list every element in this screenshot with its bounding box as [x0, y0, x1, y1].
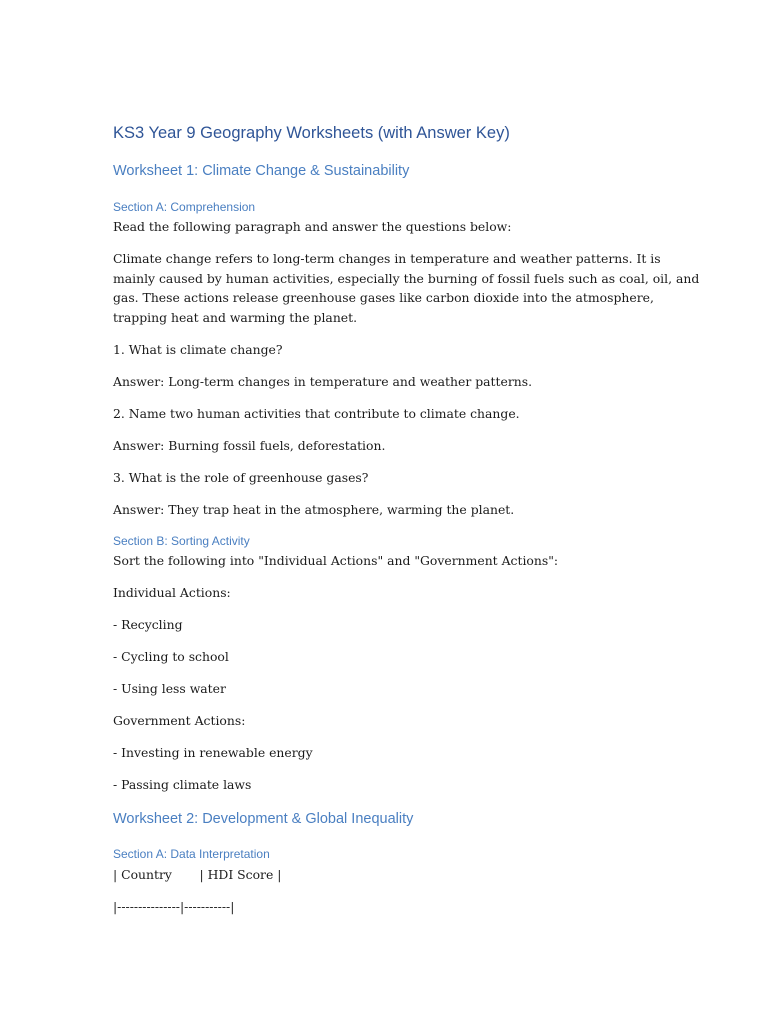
- worksheet-2-heading: Worksheet 2: Development & Global Inequality: [113, 811, 414, 827]
- paragraph-line: gas. These actions release greenhouse gases like carbon dioxide into the atmosphere,: [113, 290, 654, 305]
- ws1-section-b-instruction: Sort the following into "Individual Actions" and "Government Actions":: [113, 553, 559, 568]
- list-item: - Cycling to school: [113, 649, 229, 664]
- individual-actions-label: Individual Actions:: [113, 585, 231, 600]
- answer-3: Answer: They trap heat in the atmosphere, warming the planet.: [113, 502, 515, 517]
- question-2: 2. Name two human activities that contribute to climate change.: [113, 406, 520, 421]
- ws1-section-a-heading: Section A: Comprehension: [113, 200, 256, 214]
- answer-2: Answer: Burning fossil fuels, deforestation.: [113, 438, 386, 453]
- ws2-section-a-heading: Section A: Data Interpretation: [113, 847, 270, 861]
- climate-change-paragraph: [113, 249, 700, 327]
- document-title: KS3 Year 9 Geography Worksheets (with Answer Key): [113, 124, 510, 142]
- list-item: - Investing in renewable energy: [113, 745, 313, 760]
- worksheet-1-heading: Worksheet 1: Climate Change & Sustainability: [113, 163, 410, 179]
- government-actions-label: Government Actions:: [113, 713, 246, 728]
- question-3: 3. What is the role of greenhouse gases?: [113, 470, 369, 485]
- ws1-section-a-instruction: Read the following paragraph and answer the questions below:: [113, 219, 512, 234]
- answer-1: Answer: Long-term changes in temperature and weather patterns.: [113, 374, 533, 389]
- paragraph-line: trapping heat and warming the planet.: [113, 309, 358, 325]
- list-item: - Passing climate laws: [113, 777, 252, 792]
- paragraph-line: Climate change refers to long-term changes in temperature and weather patterns. It is: [113, 251, 661, 266]
- table-separator-row: |---------------|-----------|: [113, 899, 235, 914]
- table-header-row: | Country | HDI Score |: [113, 867, 282, 882]
- paragraph-line: mainly caused by human activities, especially the burning of fossil fuels such as coal, oil, and: [113, 270, 700, 286]
- list-item: - Using less water: [113, 681, 226, 696]
- ws1-section-b-heading: Section B: Sorting Activity: [113, 534, 250, 548]
- question-1: 1. What is climate change?: [113, 342, 283, 357]
- list-item: - Recycling: [113, 617, 183, 632]
